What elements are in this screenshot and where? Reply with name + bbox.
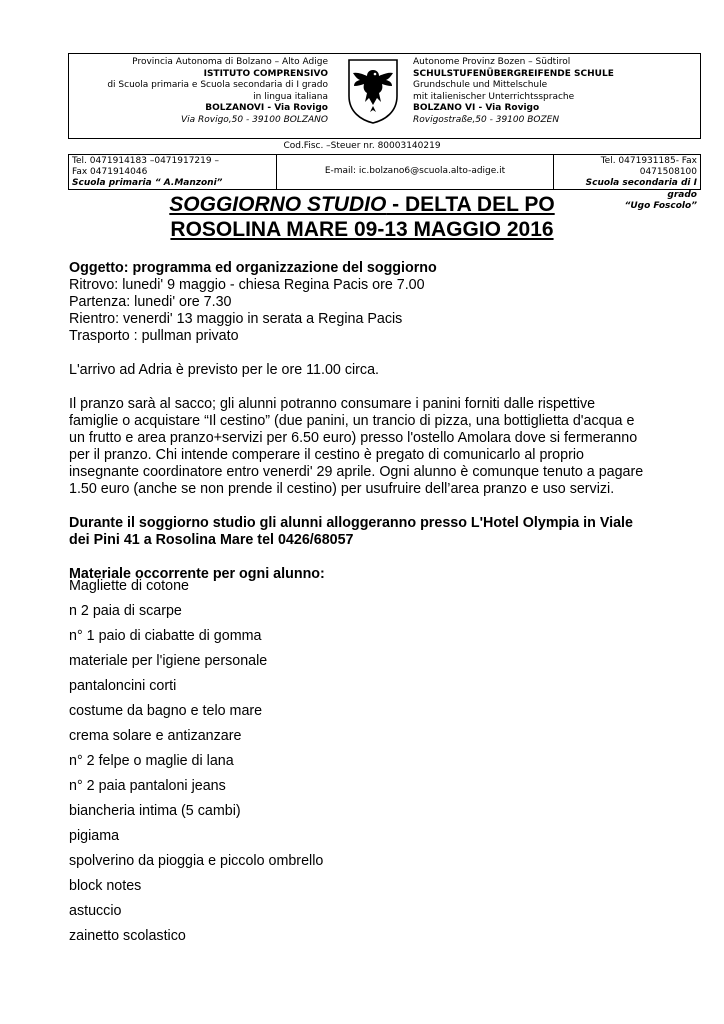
list-item: biancheria intima (5 cambi): [69, 803, 241, 819]
list-item: zainetto scolastico: [69, 928, 186, 944]
list-item: n 2 paia di scarpe: [69, 603, 182, 619]
document-body: [69, 260, 689, 583]
hotel-line: dei Pini 41 a Rosolina Mare tel 0426/68057: [69, 532, 354, 548]
list-item: n° 2 felpe o maglie di lana: [69, 753, 234, 769]
list-item: crema solare e antizanzare: [69, 728, 242, 744]
list-item: astuccio: [69, 903, 122, 919]
list-item: block notes: [69, 878, 142, 894]
list-item: n° 1 paio di ciabatte di gomma: [69, 628, 262, 644]
list-item: pantaloncini corti: [69, 678, 177, 694]
contact-primaria: [69, 155, 277, 189]
materiale-heading: Materiale occorrente per ogni alunno:: [69, 566, 325, 582]
arrivo-line: L'arrivo ad Adria è previsto per le ore 11.00 circa.: [69, 362, 380, 378]
contact-left-line3: Scuola primaria “ A.Manzoni”: [72, 178, 223, 189]
lh-right-line1: Autonome Provinz Bozen – Südtirol: [413, 57, 571, 67]
eagle-crest-icon: [345, 58, 401, 124]
codice-fiscale: Cod.Fisc. –Steuer nr. 80003140219: [283, 141, 441, 151]
contact-secondaria: [554, 155, 700, 211]
contact-email[interactable]: E-mail: ic.bolzano6@scuola.alto-adige.it: [324, 166, 506, 177]
pranzo-paragraph: [69, 396, 689, 498]
list-item: spolverino da pioggia e piccolo ombrello: [69, 853, 324, 869]
lh-left-line6: Via Rovigo,50 - 39100 BOLZANO: [180, 114, 328, 125]
list-item: materiale per l'igiene personale: [69, 653, 268, 669]
hotel-paragraph: [69, 515, 689, 549]
lh-left-line4: in lingua italiana: [253, 91, 328, 102]
lh-left-line1: Provincia Autonoma di Bolzano – Alto Adige: [132, 57, 328, 67]
lh-right-line2: SCHULSTUFENÜBERGREIFENDE SCHULE: [413, 68, 614, 79]
lh-left-line3: di Scuola primaria e Scuola secondaria di I grado: [107, 80, 328, 91]
title-part1: SOGGIORNO STUDIO: [169, 193, 387, 216]
contact-right-line2: Scuola secondaria di I grado: [585, 178, 697, 200]
document-title: [0, 192, 724, 242]
lh-right-line4: mit italienischer Unterrichtssprache: [413, 91, 575, 102]
pranzo-line: 1.50 euro (anche se non prende il cestino) per usufruire dell’area pranzo e uso servizi.: [69, 481, 615, 497]
lh-left-line5: BOLZANOVI - Via Rovigo: [205, 103, 328, 114]
list-item: costume da bagno e telo mare: [69, 703, 263, 719]
pranzo-line: un frutto e area pranzo+servizi per 6.50 euro) presso l'ostello Amolara dove si fermeranno: [69, 430, 638, 446]
partenza-line: Partenza: lunedi' ore 7.30: [69, 294, 232, 310]
hotel-line: Durante il soggiorno studio gli alunni alloggeranno presso L'Hotel Olympia in Viale: [69, 515, 633, 531]
lh-left-line2: ISTITUTO COMPRENSIVO: [203, 68, 328, 79]
lh-right-line5: BOLZANO VI - Via Rovigo: [413, 103, 540, 114]
ritrovo-line: Ritrovo: lunedi' 9 maggio - chiesa Regina Pacis ore 7.00: [69, 277, 425, 293]
rientro-line: Rientro: venerdi' 13 maggio in serata a Regina Pacis: [69, 311, 403, 327]
contact-right-line3: “Ugo Foscolo”: [624, 200, 697, 211]
lh-right-line3: Grundschule und Mittelschule: [413, 80, 548, 91]
oggetto-heading: Oggetto: programma ed organizzazione del soggiorno: [69, 260, 437, 276]
letterhead-right: [413, 57, 614, 127]
list-item: Magliette di cotone: [69, 578, 190, 594]
letterhead-left: [107, 57, 328, 127]
pranzo-line: per il pranzo. Chi intende comperare il cestino è pregato di comunicarlo al proprio: [69, 447, 584, 463]
letterhead: [68, 53, 701, 139]
title-line2: ROSOLINA MARE 09-13 MAGGIO 2016: [170, 218, 554, 241]
contact-left-line1: Tel. 0471914183 –0471917219 –: [72, 156, 219, 166]
pranzo-line: famiglie o acquistare “Il cestino” (due panini, un trancio di pizza, una bottiglietta d'acqua e: [69, 413, 635, 429]
title-line1: [0, 192, 724, 217]
lh-right-line6: Rovigostraße,50 - 39100 BOZEN: [413, 114, 560, 125]
contact-right-line1: Tel. 0471931185- Fax 0471508100: [600, 156, 697, 178]
contact-email-cell: [277, 155, 554, 189]
list-item: n° 2 paia pantaloni jeans: [69, 778, 226, 794]
trasporto-line: Trasporto : pullman privato: [69, 328, 239, 344]
pranzo-line: Il pranzo sarà al sacco; gli alunni potranno consumare i panini forniti dalle rispettive: [69, 396, 596, 412]
pranzo-line: insegnante coordinatore entro venerdi' 29 aprile. Ogni alunno è comunque tenuto a pagare: [69, 464, 644, 480]
list-item: pigiama: [69, 828, 120, 844]
contact-left-line2: Fax 0471914046: [72, 167, 148, 178]
title-part2: - DELTA DEL PO: [386, 193, 555, 216]
